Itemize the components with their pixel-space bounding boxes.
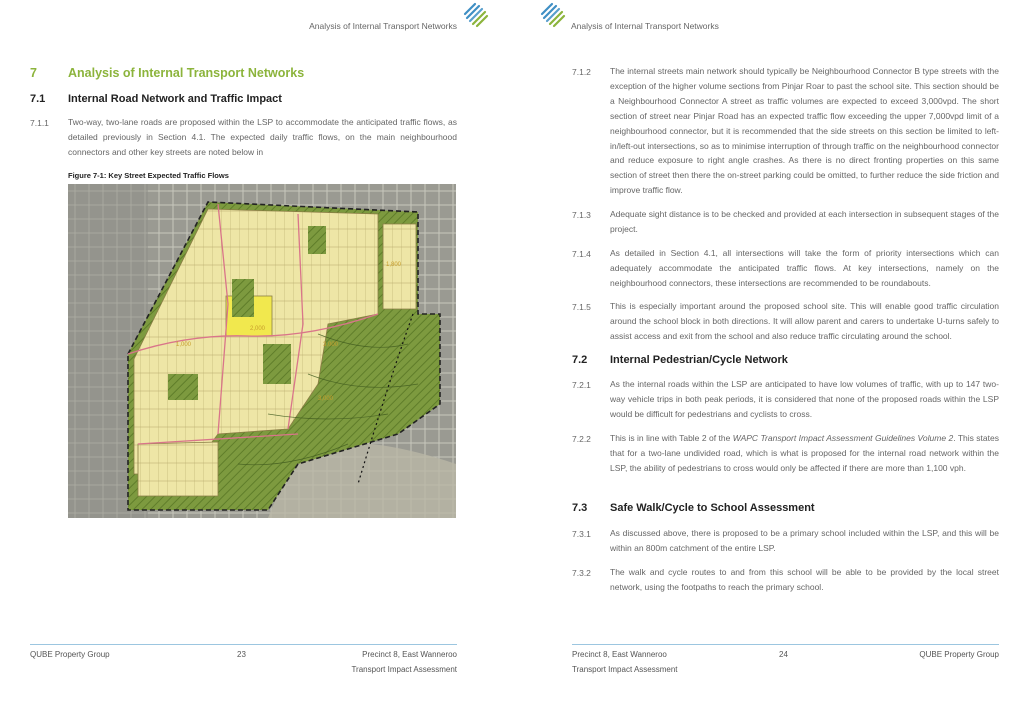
- subsection-number: 7.2: [572, 354, 588, 366]
- paragraph-7-3-2: The walk and cycle routes to and from this school will be able to be provided by the local street network, using the footpaths to reach the primary school.: [610, 567, 999, 592]
- paragraph-number: 7.3.2: [572, 568, 591, 578]
- paragraph-7-1-4: As detailed in Section 4.1, all intersections will take the form of priority intersections which can adequately accommodate the anticipated traffic flows. At key intersections, namely on the neighbourhood connectors, these intersections are recommended to be roundabouts.: [610, 248, 999, 288]
- paragraph-number: 7.1.5: [572, 302, 591, 312]
- paragraph-number: 7.2.2: [572, 434, 591, 444]
- paragraph-7-2-2: This is in line with Table 2 of the WAPC Transport Impact Assessment Guidelines Volume 2. This states that for a two-lane undivided road, which is what is proposed for the internal road network within the LSP, the ability of pedestrians to cross would only be affected if there are more than 1,100 vph.: [610, 433, 999, 473]
- paragraph-7-1-3: Adequate sight distance is to be checked and provided at each intersection in subsequent stages of the project.: [610, 209, 999, 234]
- section-number: 7: [30, 66, 37, 80]
- footer-org: QUBE Property Group: [919, 650, 999, 659]
- footer-org: QUBE Property Group: [30, 650, 110, 659]
- paragraph-7-1-1: Two-way, two-lane roads are proposed within the LSP to accommodate the anticipated traffic flows, as detailed previously in Section 4.1. The expected daily traffic flows, on the main neighbourhood connectors and other key streets are noted below in: [68, 117, 457, 157]
- flow-label: 1,000: [176, 342, 192, 348]
- page-23: [0, 0, 514, 702]
- paragraph-7-3-1: As discussed above, there is proposed to be a primary school included within the LSP, and this will be within an 800m catchment of the entire LSP.: [610, 528, 999, 553]
- guideline-reference: WAPC Transport Impact Assessment Guidelines Volume 2: [732, 433, 954, 443]
- subsection-number: 7.1: [30, 93, 46, 105]
- page-24: [515, 0, 1029, 702]
- paragraph-number: 7.1.2: [572, 67, 591, 77]
- flow-label: 3,000: [323, 342, 339, 348]
- page-number: 24: [779, 650, 788, 659]
- traffic-flow-map-figure: [68, 184, 456, 518]
- page-number: 23: [237, 650, 246, 659]
- paragraph-7-1-5: This is especially important around the proposed school site. This will enable good traffic circulation around the school block in both directions. It will allow parent and carers to undertake U-turns safely to assist access and exit from the school and also reduce traffic circulating around the school.: [610, 301, 999, 341]
- flow-label: 1,800: [386, 262, 402, 268]
- paragraph-number: 7.1.4: [572, 249, 591, 259]
- subsection-title: Internal Road Network and Traffic Impact: [68, 93, 282, 105]
- paragraph-7-2-1: As the internal roads within the LSP are anticipated to have low volumes of traffic, with up to 147 two-way vehicle trips in both peak periods, it is considered that none of the proposed roads within the LSP would be difficult for pedestrians and cyclists to cross.: [610, 379, 999, 419]
- footer-project: Precinct 8, East Wanneroo: [362, 650, 457, 659]
- figure-caption: Figure 7-1: Key Street Expected Traffic Flows: [68, 171, 229, 180]
- section-title: Analysis of Internal Transport Networks: [68, 66, 305, 80]
- footer-report: Transport Impact Assessment: [351, 665, 457, 674]
- subsection-number: 7.3: [572, 502, 588, 514]
- running-header: Analysis of Internal Transport Networks: [309, 21, 457, 31]
- footer-project: Precinct 8, East Wanneroo: [572, 650, 667, 659]
- paragraph-number: 7.2.1: [572, 380, 591, 390]
- subsection-title: Safe Walk/Cycle to School Assessment: [610, 502, 815, 514]
- striped-diamond-logo-icon: [463, 2, 489, 28]
- running-header: Analysis of Internal Transport Networks: [571, 21, 719, 31]
- paragraph-7-1-2: The internal streets main network should typically be Neighbourhood Connector B type streets with the exception of the higher volume sections from Pinjar Roar to past the school site. This section should be a Neighbourhood Connector A street as traffic volumes are expected to exceed 3,000vpd. The short section of street near Pinjar Road has an expected traffic flow exceeding the upper 7,000vpd limit of a neighbourhood connector, but it is recommended that the side streets on this section be limited to left-in/left-out intersections, so as to minimise interruption of through traffic on the neighbourhood connector and reduce exposure to right angle crashes. As there is no direct fronting properties on this same section of street then there the on-street parking could be omitted, to further reduce the side friction and improve traffic flow.: [610, 66, 999, 196]
- striped-diamond-logo-icon: [540, 2, 566, 28]
- paragraph-number: 7.1.1: [30, 118, 49, 128]
- paragraph-number: 7.1.3: [572, 210, 591, 220]
- footer-report: Transport Impact Assessment: [572, 665, 678, 674]
- flow-label: 3,000: [318, 396, 334, 402]
- paragraph-number: 7.3.1: [572, 529, 591, 539]
- subsection-title: Internal Pedestrian/Cycle Network: [610, 354, 788, 366]
- flow-label: 2,000: [250, 326, 266, 332]
